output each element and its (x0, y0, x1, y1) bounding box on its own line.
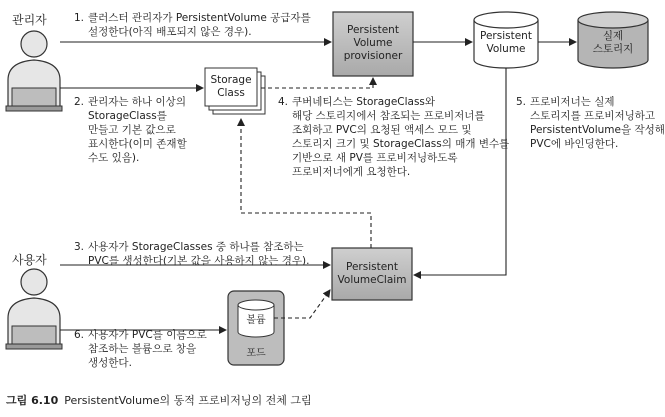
caption-label: 그림 6.10 (6, 394, 59, 407)
step-4-number: 4. (278, 96, 289, 108)
arrow-storageclass-to-provisioner (261, 78, 373, 88)
admin-figure-icon (6, 31, 62, 111)
step-6-number: 6. (74, 329, 85, 341)
pod-label: 포드 (246, 348, 266, 359)
storage-class-label: Storage Class (210, 74, 252, 99)
user-figure-icon (6, 269, 62, 349)
user-label: 사용자 (12, 253, 47, 267)
figure-caption (6, 392, 312, 408)
caption-text: PersistentVolume의 동적 프로비저닝의 전체 그림 (64, 394, 312, 407)
step-6-text: 사용자가 PVC를 이름으로 참조하는 볼륨으로 창을 생성한다. (88, 329, 207, 369)
step-2-text: 관리자는 하나 이상의 StorageClass를 만들고 기본 값으로 표시한다(이미 존재할 수도 있음). (88, 96, 187, 164)
step-3-text: 사용자가 StorageClasses 중 하나를 참조하는 PVC를 생성한다(기본 값을 사용하지 않는 경우). (88, 241, 310, 267)
step-3-number: 3. (74, 241, 85, 253)
volume-label: 볼륨 (246, 315, 266, 326)
step-1-number: 1. (74, 12, 85, 24)
step-5-number: 5. (516, 96, 527, 108)
actual-storage-label: 실제 스토리지 (592, 30, 634, 55)
provisioner-label: Persistent Volume provisioner (343, 24, 403, 62)
step-5-text: 프로비저너는 실제 스토리지를 프로비저닝하고 PersistentVolume을 작성해 PVC에 바인딩한다. (530, 96, 665, 150)
step-1-text: 클러스터 관리자가 PersistentVolume 공급자를 설정한다(아직 배포되지 않은 경우). (88, 12, 311, 38)
persistent-volume-label: Persistent Volume (480, 30, 532, 55)
step-4-text: 쿠버네티스는 StorageClass와 해당 스토리지에서 참조되는 프로비저너를 조회하고 PVC의 요청된 액세스 모드 및 스토리지 크기 및 StorageClass의 매개 변수를 기반으로 새 PV를 프로비저닝하도록 프로비저너에게 요청한다. (292, 96, 510, 178)
admin-label: 관리자 (12, 13, 47, 27)
step-2-number: 2. (74, 96, 85, 108)
pvc-label: Persistent VolumeClaim (337, 261, 407, 286)
